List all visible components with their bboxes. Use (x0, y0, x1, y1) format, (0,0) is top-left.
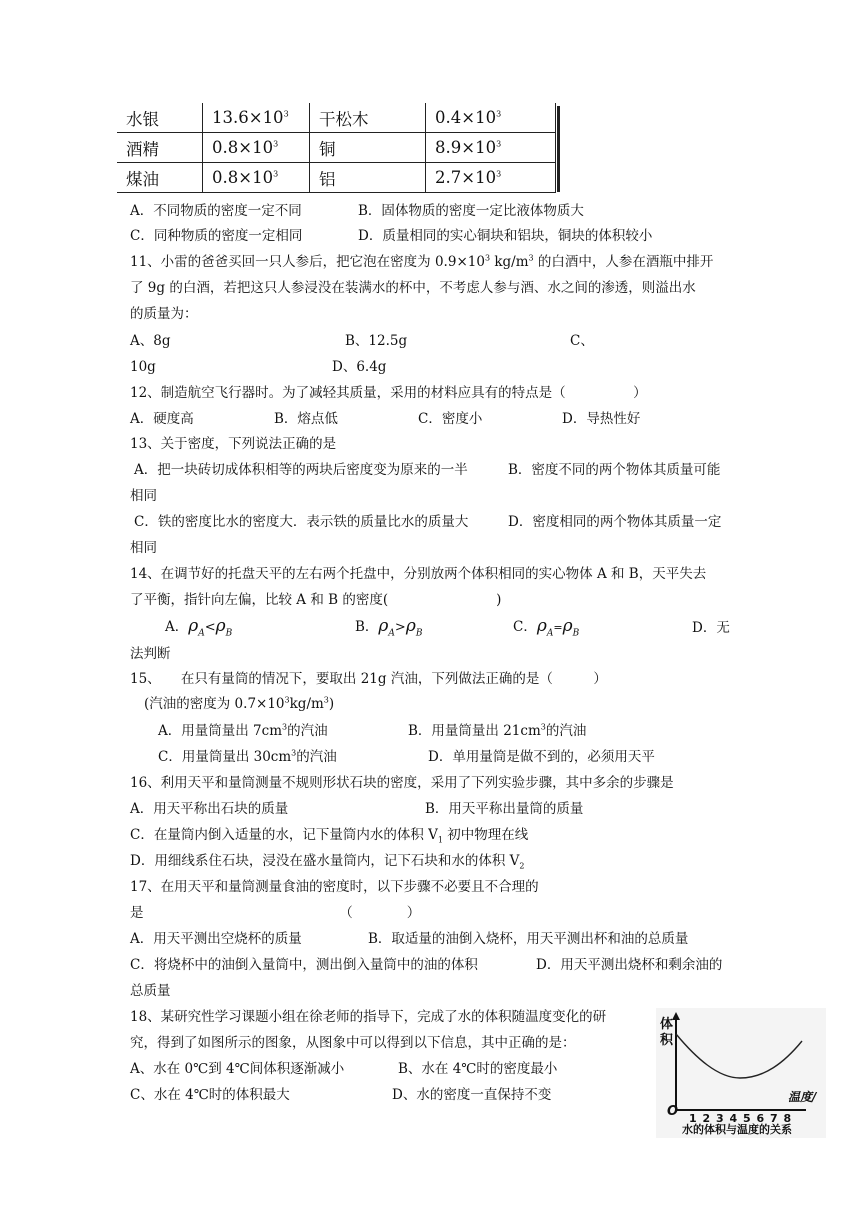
q18-stem-line2: 究，得到了如图所示的图象，从图象中可以得到以下信息，其中正确的是： (130, 1035, 576, 1051)
q13-option-d[interactable]: D．密度相同的两个物体其质量一定 (508, 514, 722, 530)
q17-option-d-cont: 总质量 (130, 983, 171, 999)
table-cell: $13.6\times 10^3$ (203, 103, 310, 133)
q15-stem: 15、 在只有量筒的情况下，要取出 21g 汽油，下列做法正确的是（ ） (130, 671, 607, 687)
q17-option-d[interactable]: D．用天平测出烧杯和剩余油的 (536, 957, 723, 973)
q10-option-a[interactable]: A．不同物质的密度一定不同 (130, 203, 302, 219)
table-cell: 水银 (117, 103, 203, 133)
q14-option-b[interactable]: B．$\rho_A>\rho_B$ (355, 616, 423, 639)
q12-stem: 12、制造航空飞行器时。为了减轻其质量，采用的材料应具有的特点是（ ） (130, 385, 647, 401)
q18-option-d[interactable]: D、水的密度一直保持不变 (392, 1087, 552, 1103)
graph-origin: O (667, 1104, 679, 1119)
table-cell: 酒精 (117, 133, 203, 163)
q13-option-a[interactable]: A．把一块砖切成体积相等的两块后密度变为原来的一半 (134, 462, 468, 478)
table-border-shadow (557, 106, 560, 192)
q11-option-c-value: 10g (130, 359, 156, 375)
q17-stem-line1: 17、在用天平和量筒测量食油的密度时，以下步骤不必要且不合理的 (130, 879, 539, 895)
table-cell: $0.8\times 10^3$ (203, 133, 310, 163)
table-row (117, 133, 556, 163)
q16-option-a[interactable]: A．用天平称出石块的质量 (130, 801, 289, 817)
table-cell: 铜 (310, 133, 426, 163)
q13-option-b[interactable]: B．密度不同的两个物体其质量可能 (508, 462, 721, 478)
q12-option-a[interactable]: A．硬度高 (130, 411, 194, 427)
table-cell: 铝 (310, 163, 426, 193)
q14-option-c[interactable]: C．$\rho_A=\rho_B$ (513, 616, 580, 639)
table-row (117, 103, 556, 133)
density-table (117, 103, 556, 193)
q18-option-a[interactable]: A、水在 0℃到 4℃间体积逐渐减小 (130, 1061, 345, 1077)
q15-note: (汽油的密度为 $0.7\times 10^3kg/m^3$) (144, 695, 335, 712)
q18-option-b[interactable]: B、水在 4℃时的密度最小 (398, 1061, 558, 1077)
q17-stem-line2: 是 （ ） (130, 905, 421, 921)
q14-option-d-cont: 法判断 (130, 646, 171, 662)
q11-stem-line2: 了 9g 的白酒，若把这只人参浸没在装满水的杯中，不考虑人参与酒、水之间的渗透，则溢出水 (130, 280, 696, 296)
q17-option-c[interactable]: C．将烧杯中的油倒入量筒中，测出倒入量筒中的油的体积 (130, 957, 478, 973)
q13-option-b-cont: 相同 (130, 488, 157, 504)
table-cell: $2.7\times 10^3$ (426, 163, 556, 193)
q15-option-a[interactable]: A．用量筒量出 $7cm^3$的汽油 (158, 722, 328, 739)
q16-option-d[interactable]: D．用细线系住石块，浸没在盛水量筒内，记下石块和水的体积 $V_2$ (130, 853, 525, 871)
table-cell: 煤油 (117, 163, 203, 193)
q16-option-b[interactable]: B．用天平称出量筒的质量 (425, 801, 584, 817)
graph-caption: 水的体积与温度的关系 (682, 1123, 792, 1136)
q14-option-a[interactable]: A．$\rho_A<\rho_B$ (165, 616, 233, 639)
graph-tick-label: 7 (770, 1112, 778, 1125)
q17-option-a[interactable]: A．用天平测出空烧杯的质量 (130, 931, 302, 947)
q11-option-c[interactable]: C、 (570, 333, 594, 349)
q15-option-c[interactable]: C．用量筒量出 $30cm^3$的汽油 (158, 748, 337, 765)
q17-option-b[interactable]: B．取适量的油倒入烧杯，用天平测出杯和油的总质量 (368, 931, 689, 947)
q12-option-c[interactable]: C．密度小 (418, 411, 483, 427)
q11-option-d[interactable]: D、6.4g (332, 359, 387, 375)
graph-tick-label: 8 (783, 1112, 792, 1125)
q11-stem-line1: 11、小雷的爸爸买回一只人参后，把它泡在密度为 $0.9\times 10^3$ $kg/m^3$ 的白酒中，人参在酒瓶中排开 (130, 253, 714, 270)
q11-option-b[interactable]: B、12.5g (345, 333, 408, 349)
graph-tick-label: 5 (743, 1112, 751, 1125)
graph-tick-label: 4 (729, 1112, 738, 1125)
q16-stem: 16、利用天平和量筒测量不规则形状石块的密度，采用了下列实验步骤，其中多余的步骤是 (130, 775, 674, 791)
table-cell: $0.4\times 10^3$ (426, 103, 556, 133)
graph-ylabel-2: 积 (660, 1033, 674, 1048)
q13-option-d-cont: 相同 (130, 540, 157, 556)
graph-tick-label: 3 (716, 1112, 724, 1125)
table-cell: $0.8\times 10^3$ (203, 163, 310, 193)
q11-stem-line3: 的质量为： (130, 306, 198, 322)
q16-option-c[interactable]: C．在量筒内倒入适量的水，记下量筒内水的体积 $V_1$ 初中物理在线 (130, 827, 529, 845)
q14-option-d[interactable]: D．无 (692, 620, 730, 636)
q13-option-c[interactable]: C．铁的密度比水的密度大．表示铁的质量比水的质量大 (134, 514, 469, 530)
volume-temperature-graph (656, 1008, 826, 1138)
q13-stem: 13、关于密度，下列说法正确的是 (130, 436, 337, 452)
q12-option-b[interactable]: B．熔点低 (274, 411, 338, 427)
graph-ylabel-1: 体 (660, 1017, 674, 1032)
q18-stem-line1: 18、某研究性学习课题小组在徐老师的指导下，完成了水的体积随温度变化的研 (130, 1009, 607, 1025)
q12-option-d[interactable]: D．导热性好 (562, 411, 641, 427)
q10-option-b[interactable]: B．固体物质的密度一定比液体物质大 (358, 203, 584, 219)
table-cell: $8.9\times 10^3$ (426, 133, 556, 163)
graph-xlabel: 温度/ (788, 1090, 817, 1104)
graph-tick-label: 6 (756, 1112, 765, 1125)
q18-option-c[interactable]: C、水在 4℃时的体积最大 (130, 1087, 290, 1103)
q15-option-d[interactable]: D．单用量筒是做不到的，必须用天平 (428, 749, 655, 765)
q10-option-d[interactable]: D．质量相同的实心铜块和铝块，铜块的体积较小 (358, 228, 653, 244)
graph-tick-label: 1 (689, 1112, 697, 1125)
graph-tick-label: 2 (702, 1112, 711, 1125)
q14-stem-line1: 14、在调节好的托盘天平的左右两个托盘中，分别放两个体积相同的实心物体 A 和 B，天平失去 (130, 566, 707, 582)
q10-option-c[interactable]: C．同种物质的密度一定相同 (130, 228, 303, 244)
q15-option-b[interactable]: B．用量筒量出 $21cm^3$的汽油 (408, 722, 587, 739)
table-cell: 干松木 (310, 103, 426, 133)
table-row (117, 163, 556, 193)
q11-option-a[interactable]: A、8g (130, 333, 171, 349)
q14-stem-line2: 了平衡，指针向左偏，比较 A 和 B 的密度( ) (130, 592, 502, 608)
